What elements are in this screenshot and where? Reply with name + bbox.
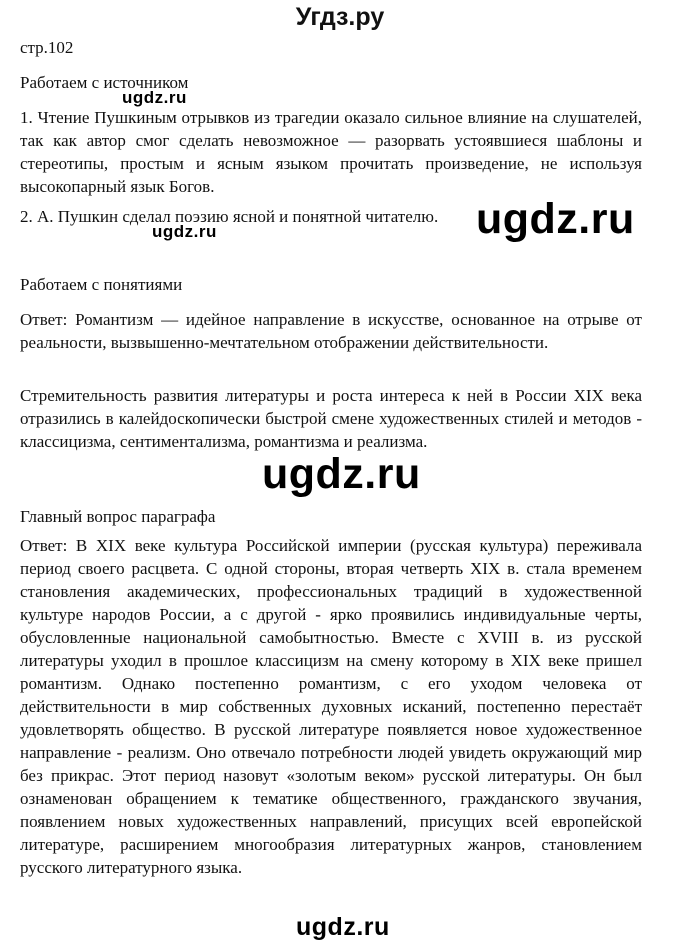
watermark-small: ugdz.ru [122,88,187,107]
source-item-2: 2. А. Пушкин сделал поэзию ясной и понятной читателю. [20,207,439,226]
watermark-big: ugdz.ru [476,195,635,243]
section-heading-main-question: Главный вопрос параграфа [20,507,216,526]
page-number: стр.102 [20,38,74,57]
watermark-big: ugdz.ru [262,450,421,498]
site-title: Угдз.ру [295,3,385,31]
watermark-footer: ugdz.ru [296,913,390,941]
main-question-answer: Ответ: В XIX веке культура Российской империи (русская культура) переживала период своего расцвета. С одной стороны, вторая четверть XIX в. стала временем становления академических, профессиональных традиций в художественной культуре народов России, а с другой - ярко проявились индивидуальные черты, обусловленные национальной самобытностью. Вместе с XVIII в. из русской литературы уходил в прошлое классицизм на смену которому в XIX веке пришел романтизм. Однако постепенно романтизм, с его уходом человека от действительности в мир собственных духовных исканий, постепенно перестаёт удовлетворять общество. В русской литературе появляется новое художественное направление - реализм. Оно отвечало потребности людей увидеть окружающий мир без прикрас. Этот период назовут «золотым веком» русской литературы. Он был ознаменован обращением к тематике общественного, гражданского звучания, появлением новых художественных направлений, присущих всей европейской литературе, расширением многообразия литературных жанров, становлением русского литературного языка. [20,536,642,877]
section-heading-source: Работаем с источником [20,73,189,92]
section-heading-concepts: Работаем с понятиями [20,275,183,294]
source-item-1: 1. Чтение Пушкиным отрывков из трагедии оказало сильное влияние на слушателей, так как автор смог сделать невозможное — разорвать устоявшиеся шаблоны и стереотипы, простым и ясным языком прочитать произведение, не используя высокопарный язык Богов. [20,108,642,196]
watermark-small: ugdz.ru [152,222,217,241]
concepts-answer: Ответ: Романтизм — идейное направление в искусстве, основанное на отрыве от реальности, вызвышенно-мечтательном отображении действительности. [20,310,642,352]
concepts-paragraph: Стремительность развития литературы и роста интереса к ней в России XIX века отразились в калейдоскопически быстрой смене художественных стилей и методов - классицизма, сентиментализма, романтизма и реализма. [20,386,642,451]
